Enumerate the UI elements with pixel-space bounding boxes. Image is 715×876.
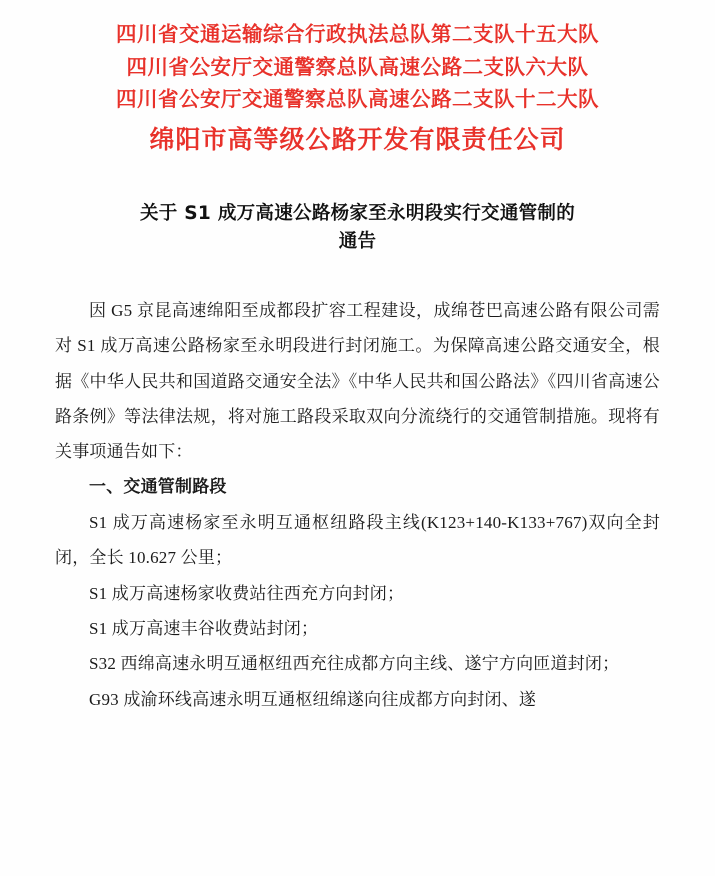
- document-body: [55, 293, 660, 717]
- body-item-1: S1 成万高速杨家至永明互通枢纽路段主线(K123+140-K133+767)双向全封闭，全长 10.627 公里；: [55, 513, 660, 568]
- body-item-4: S32 西绵高速永明互通枢纽西充往成都方向主线、遂宁方向匝道封闭；: [89, 654, 620, 674]
- issuing-org-line-3: 四川省公安厅交通警察总队高速公路二支队十二大队: [116, 87, 599, 111]
- issuing-org-line-2: 四川省公安厅交通警察总队高速公路二支队六大队: [126, 54, 589, 79]
- body-item-5: G93 成渝环线高速永明互通枢纽绵遂向往成都方向封闭、遂: [89, 689, 537, 709]
- body-item-3: S1 成万高速丰谷收费站封闭；: [89, 619, 319, 639]
- page-title: [55, 200, 660, 257]
- document-title-line-1: 关于 S1 成万高速公路杨家至永明段实行交通管制的: [139, 202, 576, 224]
- document-title-block: [55, 200, 660, 257]
- document-title-line-2: 通告: [338, 231, 377, 253]
- section-heading-traffic-control-section: 一、交通管制路段: [89, 476, 227, 497]
- issuing-org-line-1: 四川省交通运输综合行政执法总队第二支队十五大队: [116, 22, 599, 46]
- body-item-2: S1 成万高速杨家收费站往西充方向封闭；: [89, 583, 405, 603]
- document-masthead: [55, 24, 660, 152]
- issuing-company-name: 绵阳市高等级公路开发有限责任公司: [149, 124, 566, 154]
- body-paragraph-intro: 因 G5 京昆高速绵阳至成都段扩容工程建设，成绵苍巴高速公路有限公司需对 S1 成万高速公路杨家至永明段进行封闭施工。为保障高速公路交通安全，根据《中华人民共和国道路交通安全法》《中华人民共和国公路法》《四川省高速公路条例》等法律法规，将对施工路段采取双向分流绕行的交通管制措施。现将有关事项通告如下：: [55, 300, 660, 462]
